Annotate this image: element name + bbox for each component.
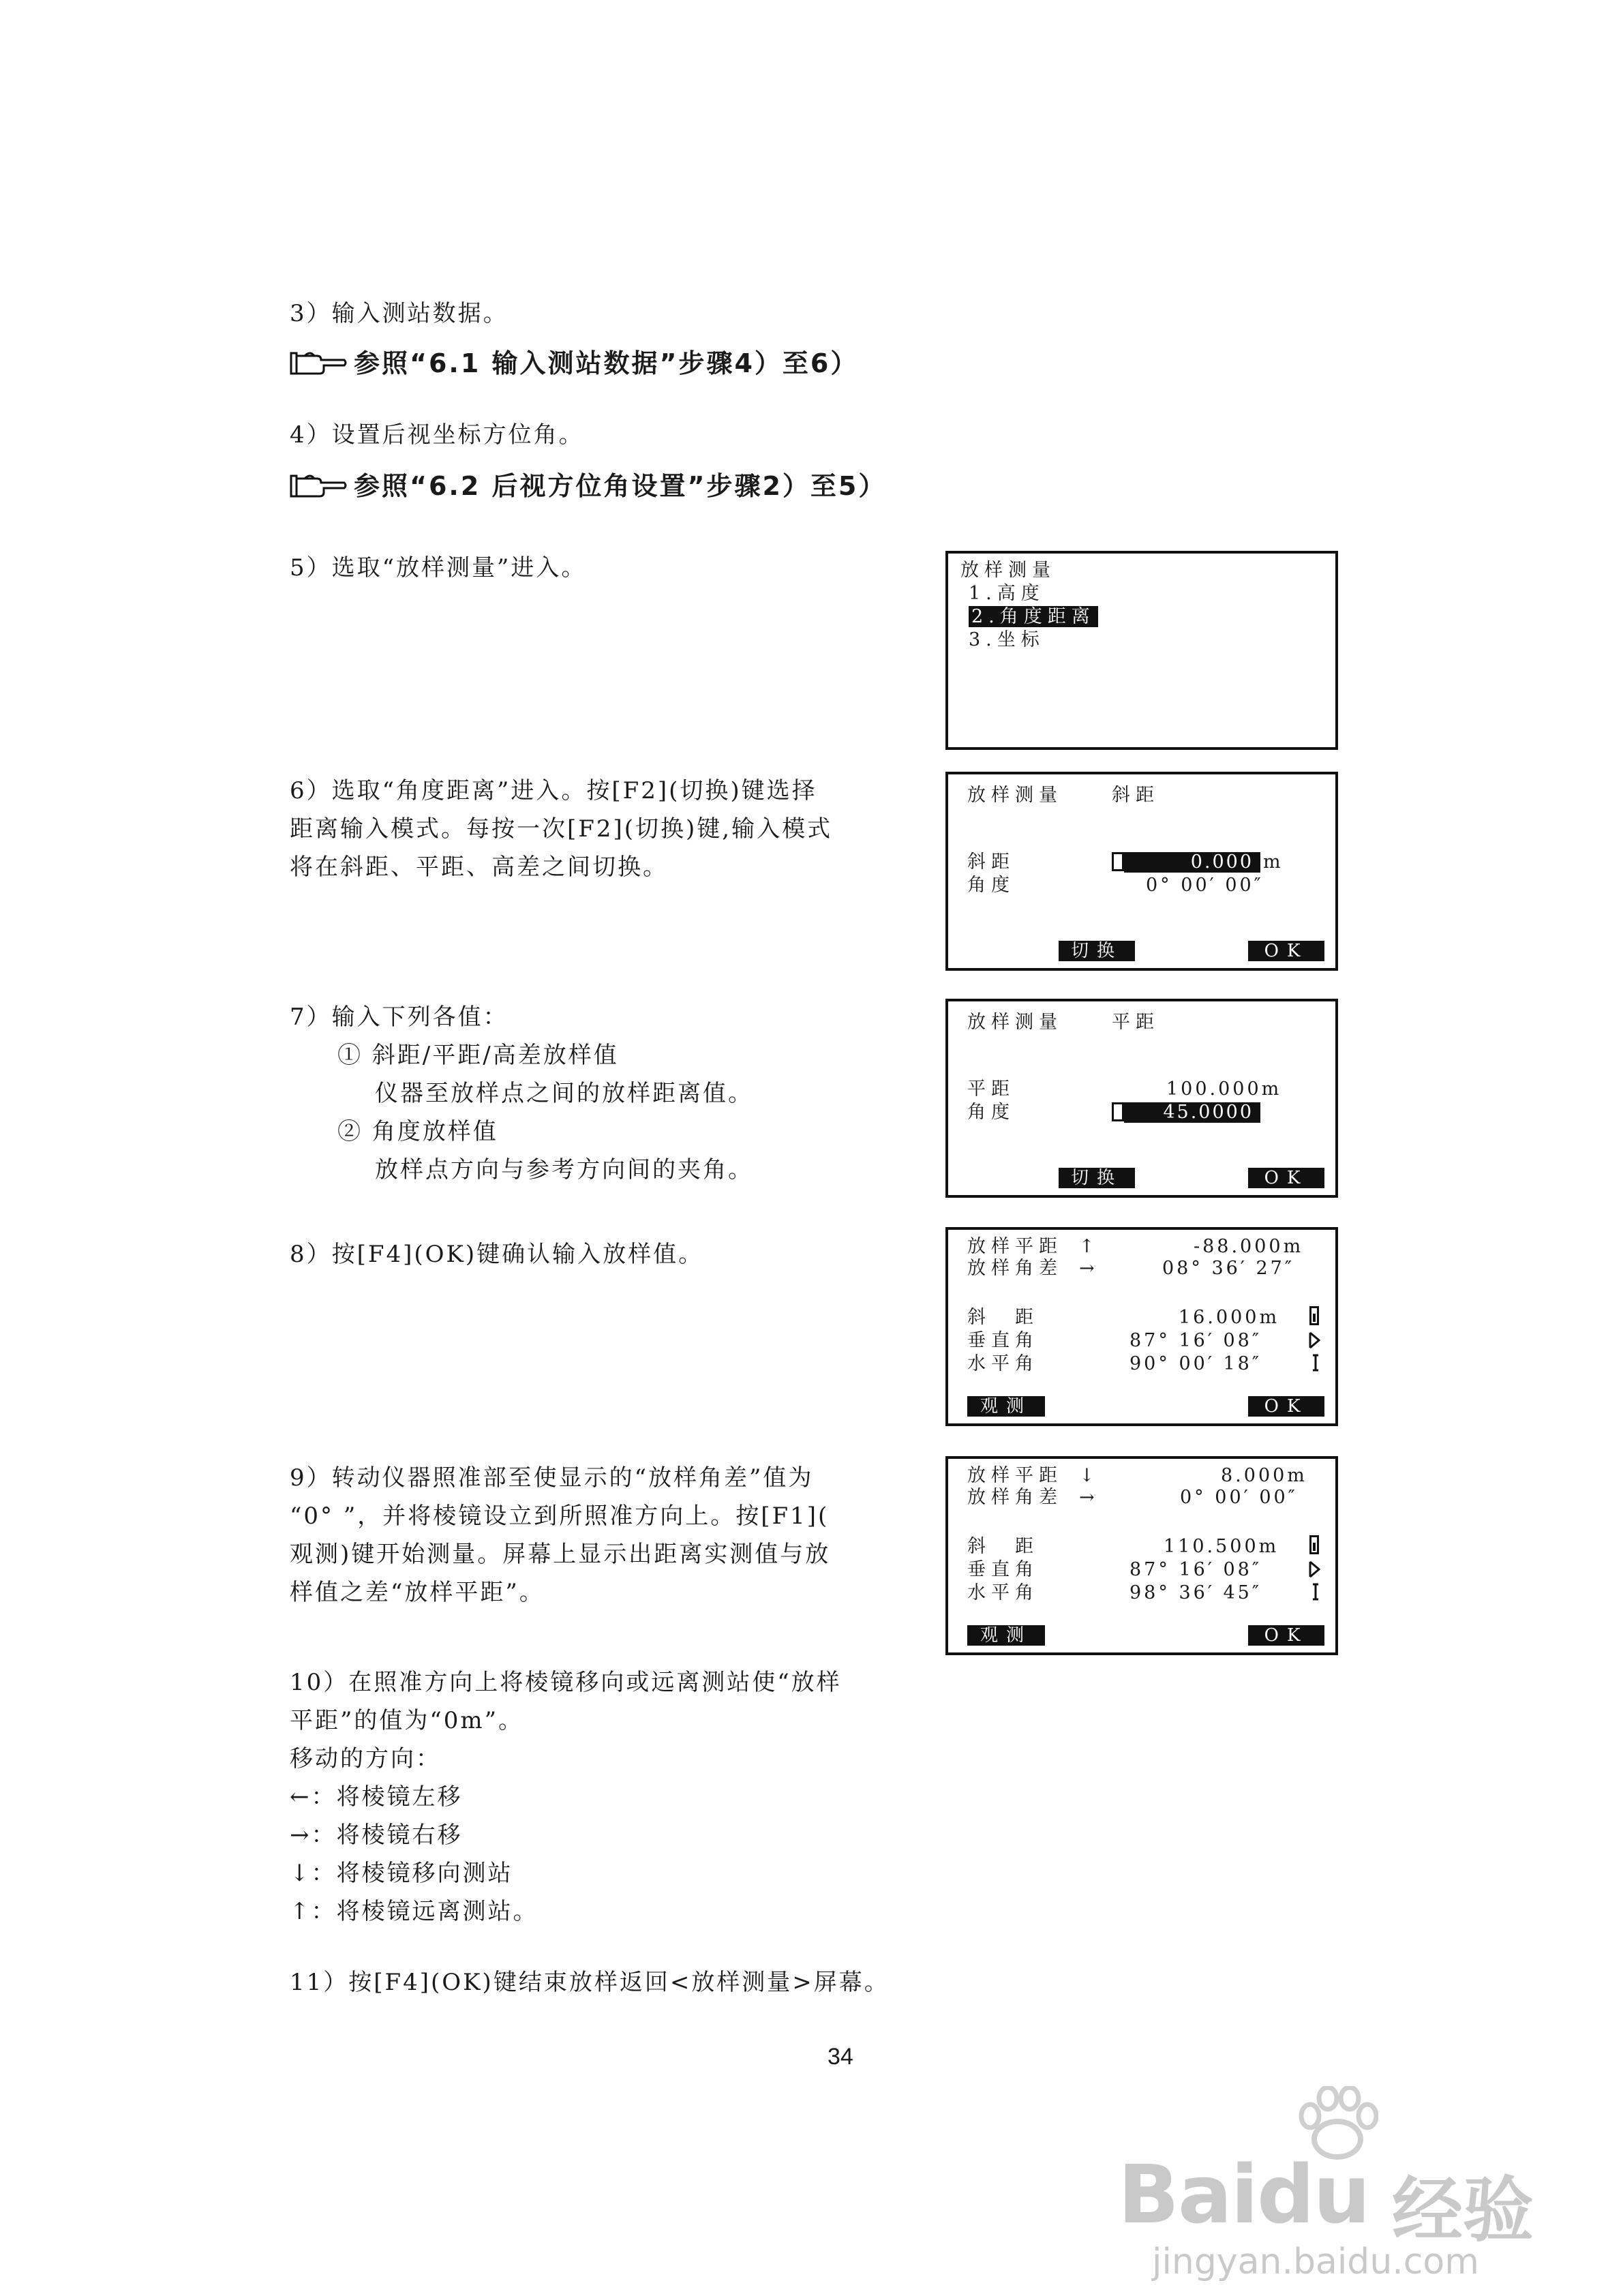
horizontal-distance-label: 平距 — [967, 1078, 1015, 1100]
baidu-jingyan-watermark — [1118, 2086, 1609, 2284]
screen-slope-distance-input — [945, 772, 1338, 971]
stakeout-hd-value: -88.000m — [1194, 1236, 1304, 1257]
vertical-angle-value: 87° 16′ 08″ — [1129, 1559, 1262, 1580]
arrow-down-icon: ↓ — [1079, 1465, 1100, 1486]
arrow-right-icon: → — [1079, 1258, 1100, 1279]
slope-distance-input[interactable]: 0.000 — [1124, 852, 1260, 873]
step-4: 4）设置后视坐标方位角。 — [290, 421, 584, 449]
switch-button[interactable]: 切换 — [1059, 1168, 1135, 1188]
vertical-angle-label: 垂直角 — [967, 1559, 1039, 1580]
prism-icon — [1308, 1331, 1322, 1353]
battery-icon — [1309, 1306, 1319, 1325]
reference-2: 参照“6.2 后视方位角设置”步骤2）至5） — [290, 465, 886, 507]
vertical-angle-label: 垂直角 — [967, 1330, 1039, 1351]
stakeout-angle-diff-label: 放样角差 — [967, 1487, 1063, 1508]
instrument-face-icon — [1312, 1354, 1319, 1374]
watermark-brand: Baidu — [1118, 2147, 1369, 2241]
stakeout-hd-label: 放样平距 — [967, 1465, 1063, 1486]
step-9: 9）转动仪器照准部至使显示的“放样角差”值为 “0° ”，并将棱镜设立到所照准方向上。按[F1]( 观测)键开始测量。屏幕上显示出距离实测值与放 样值之差“放样平距”。 — [290, 1464, 831, 1606]
slope-distance-label: 斜 距 — [967, 1307, 1039, 1328]
step-11: 11）按[F4](OK)键结束放样返回<放样测量>屏幕。 — [290, 1969, 890, 1996]
arrow-up-icon: ↑ — [1079, 1236, 1100, 1257]
ok-button[interactable]: OK — [1248, 941, 1324, 961]
screen-title: 放样测量 — [960, 560, 1056, 581]
menu-item-height[interactable]: 1.高度 — [969, 583, 1045, 604]
vertical-angle-value: 87° 16′ 08″ — [1129, 1330, 1262, 1351]
angle-label: 角度 — [967, 875, 1015, 896]
mode-label: 平距 — [1112, 1012, 1159, 1033]
stakeout-angle-diff-label: 放样角差 — [967, 1258, 1063, 1279]
angle-input[interactable]: 45.0000 — [1124, 1102, 1260, 1123]
slope-distance-value: 110.500m — [1164, 1536, 1279, 1557]
instrument-face-icon — [1312, 1583, 1319, 1603]
pointing-hand-icon — [290, 349, 347, 384]
reference-1: 参照“6.1 输入测站数据”步骤4）至6） — [290, 342, 858, 384]
horizontal-distance-value: 100.000m — [1166, 1078, 1282, 1100]
step-7: 7）输入下列各值： ① 斜距/平距/高差放样值 仪器至放样点之间的放样距离值。 ② 角度放样值 放样点方向与参考方向间的夹角。 — [290, 1003, 753, 1183]
prism-icon — [1308, 1560, 1322, 1582]
watermark-cn: 经验 — [1392, 2169, 1534, 2252]
measure-button[interactable]: 观测 — [967, 1396, 1045, 1417]
screen-stakeout-result-2 — [945, 1456, 1338, 1655]
ok-button[interactable]: OK — [1248, 1168, 1324, 1188]
stakeout-angle-diff-value: 0° 00′ 00″ — [1180, 1487, 1298, 1508]
screen-stakeout-result-1 — [945, 1227, 1338, 1426]
slope-distance-label: 斜 距 — [967, 1536, 1039, 1557]
battery-icon — [1309, 1535, 1319, 1554]
arrow-right-icon: → — [1079, 1487, 1100, 1508]
switch-button[interactable]: 切换 — [1059, 941, 1135, 961]
horizontal-angle-label: 水平角 — [967, 1353, 1039, 1374]
horizontal-angle-label: 水平角 — [967, 1582, 1039, 1603]
step-8: 8）按[F4](OK)键确认输入放样值。 — [290, 1241, 704, 1268]
mode-label: 斜距 — [1112, 785, 1159, 806]
stakeout-hd-label: 放样平距 — [967, 1236, 1063, 1257]
horizontal-angle-value: 90° 00′ 18″ — [1129, 1353, 1262, 1374]
ok-button[interactable]: OK — [1248, 1396, 1324, 1417]
step-3: 3）输入测站数据。 — [290, 300, 509, 327]
stakeout-hd-value: 8.000m — [1221, 1465, 1307, 1486]
stakeout-angle-diff-value: 08° 36′ 27″ — [1162, 1258, 1294, 1279]
ok-button[interactable]: OK — [1248, 1625, 1324, 1646]
watermark-url: jingyan.baidu.com — [1152, 2241, 1479, 2282]
pointing-hand-icon — [290, 472, 347, 507]
screen-stakeout-menu — [945, 551, 1338, 750]
step-6: 6）选取“角度距离”进入。按[F2](切换)键选择 距离输入模式。每按一次[F2](切换)键,输入模式 将在斜距、平距、高差之间切换。 — [290, 777, 833, 881]
horizontal-angle-value: 98° 36′ 45″ — [1129, 1582, 1262, 1603]
screen-title: 放样测量 — [967, 785, 1063, 806]
slope-distance-label: 斜距 — [967, 851, 1015, 873]
slope-distance-value: 16.000m — [1179, 1307, 1280, 1328]
angle-value: 0° 00′ 00″ — [1146, 875, 1264, 896]
input-cursor — [1112, 1102, 1124, 1121]
page-number: 34 — [828, 2044, 853, 2070]
menu-item-coordinate[interactable]: 3.坐标 — [969, 629, 1045, 650]
step-5: 5）选取“放样测量”进入。 — [290, 554, 587, 581]
step-10: 10）在照准方向上将棱镜移向或远离测站使“放样 平距”的值为“0m”。 移动的方向： ←：将棱镜左移 →：将棱镜右移 ↓：将棱镜移向测站 ↑：将棱镜远离测站。 — [290, 1669, 842, 1925]
unit-label: m — [1263, 851, 1286, 873]
input-cursor — [1112, 852, 1124, 871]
angle-label: 角度 — [967, 1102, 1015, 1123]
measure-button[interactable]: 观测 — [967, 1625, 1045, 1646]
menu-item-angle-distance[interactable]: 2.角度距离 — [969, 605, 1098, 629]
screen-horizontal-distance-input — [945, 999, 1338, 1198]
screen-title: 放样测量 — [967, 1012, 1063, 1033]
